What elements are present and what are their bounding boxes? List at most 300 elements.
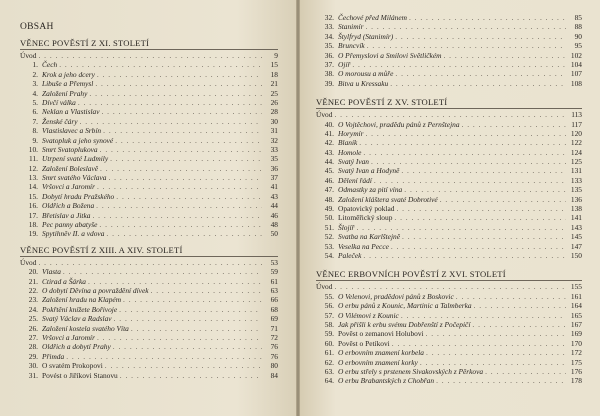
- entry-title: Oldřich a dobytí Prahy: [42, 342, 111, 352]
- toc-entry: [316, 242, 582, 251]
- entry-page: 172: [570, 348, 582, 358]
- section-title: VĚNEC POVĚSTÍ Z XV. STOLETÍ: [316, 97, 582, 109]
- leader-dots: [409, 13, 566, 22]
- leader-dots: [334, 110, 566, 119]
- entry-number: 59.: [324, 329, 334, 339]
- leader-dots: [365, 22, 566, 31]
- entry-number: 40.: [324, 119, 334, 129]
- entry-page: 41: [270, 182, 278, 192]
- leader-dots: [390, 79, 566, 88]
- leader-dots: [356, 223, 566, 232]
- entry-page: 136: [570, 194, 582, 204]
- leader-dots: [92, 211, 262, 220]
- entry-number: 46.: [324, 175, 334, 185]
- entry-page: 85: [574, 13, 582, 22]
- entry-title: Dívčí válka: [42, 97, 76, 107]
- entry-number: 16.: [28, 201, 38, 211]
- leader-dots: [97, 70, 262, 79]
- leader-dots: [456, 292, 566, 301]
- entry-number: 38.: [324, 69, 334, 79]
- entry-title: Svatý Ivan a Hodyně: [338, 166, 400, 176]
- leader-dots: [108, 173, 262, 182]
- entry-number: 37.: [324, 59, 334, 69]
- entry-number: 58.: [324, 319, 334, 329]
- toc-entry: [316, 329, 582, 338]
- entry-number: 13.: [28, 173, 38, 183]
- leader-dots: [131, 324, 262, 333]
- toc-section: [20, 38, 278, 239]
- toc-entry: [20, 361, 278, 370]
- entry-number: 4.: [32, 88, 38, 98]
- entry-number: 55.: [324, 291, 334, 301]
- leader-dots: [105, 361, 262, 370]
- entry-page: 131: [570, 166, 582, 176]
- entry-number: 20.: [28, 267, 38, 277]
- entry-title: Libuše a Přemysl: [42, 79, 94, 89]
- entry-title: O morousu a můře: [338, 69, 394, 79]
- entry-number: 63.: [324, 366, 334, 376]
- entry-page: 72: [270, 332, 278, 342]
- leader-dots: [123, 295, 262, 304]
- entry-page: 107: [570, 69, 582, 79]
- entry-title: Založení Boleslavě: [42, 163, 99, 173]
- entry-page: 37: [270, 173, 278, 183]
- entry-page: 33: [270, 144, 278, 154]
- entry-title: Povést o Jiříkovi Stanovu: [42, 370, 118, 380]
- leader-dots: [359, 138, 566, 147]
- entry-title: Paleček: [338, 250, 362, 260]
- entry-number: 2.: [32, 69, 38, 79]
- toc-entry: [20, 201, 278, 210]
- entry-page: 117: [571, 119, 582, 129]
- leader-dots: [151, 286, 262, 295]
- entry-number: 22.: [28, 285, 38, 295]
- entry-title: Štylfryd (Stanimír): [338, 31, 394, 41]
- entry-number: 27.: [28, 332, 38, 342]
- toc-entry: [20, 70, 278, 79]
- entry-title: Ženské čáry: [42, 116, 78, 126]
- entry-number: 10.: [28, 144, 38, 154]
- entry-number: 31.: [28, 370, 38, 380]
- entry-page: 170: [570, 338, 582, 348]
- entry-page: 175: [570, 357, 582, 367]
- entry-number: 52.: [324, 232, 334, 242]
- toc-entry: [316, 22, 582, 31]
- entry-page: 36: [270, 163, 278, 173]
- toc-entry: [20, 182, 278, 191]
- entry-page: 69: [270, 314, 278, 324]
- entry-page: 155: [570, 282, 582, 292]
- entry-page: 84: [270, 370, 278, 380]
- entry-title: Svatý Ivan: [338, 157, 369, 167]
- entry-number: 6.: [32, 107, 38, 117]
- toc-entry: [20, 60, 278, 69]
- entry-title: O erbu střely s prstenem Sivakovských z Pěrkova: [338, 366, 484, 376]
- toc-entry: [316, 232, 582, 241]
- entry-title: O Vojtěchovi, pradědu pánů z Pernštejna: [338, 119, 460, 129]
- entry-number: 48.: [324, 194, 334, 204]
- entry-title: Utrpení svaté Ludmily: [42, 154, 109, 164]
- toc-entry: [316, 60, 582, 69]
- entry-title: Pověst o Petíkovi: [338, 338, 390, 348]
- toc-entry: [316, 311, 582, 320]
- leader-dots: [115, 136, 262, 145]
- toc-entry: [316, 213, 582, 222]
- entry-page: 18: [270, 69, 278, 79]
- entry-number: 26.: [28, 323, 38, 333]
- contents-heading: OBSAH: [20, 22, 54, 32]
- toc-entry: [20, 173, 278, 182]
- leader-dots: [401, 166, 566, 175]
- entry-title: Odmastky za pití vína: [338, 185, 403, 195]
- toc-entry: [316, 251, 582, 260]
- leader-dots: [97, 182, 262, 191]
- leader-dots: [100, 145, 262, 154]
- entry-page: 32: [270, 135, 278, 145]
- entry-number: 61.: [324, 348, 334, 358]
- leader-dots: [78, 98, 262, 107]
- entry-number: 43.: [324, 147, 334, 157]
- leader-dots: [395, 69, 566, 78]
- entry-page: 76: [270, 351, 278, 361]
- leader-dots: [426, 329, 566, 338]
- toc-section: [316, 97, 582, 260]
- toc-entry: [316, 282, 582, 291]
- toc-entry: [316, 166, 582, 175]
- entry-number: 24.: [28, 304, 38, 314]
- leader-dots: [420, 358, 566, 367]
- entry-number: 62.: [324, 357, 334, 367]
- entry-number: 32.: [324, 13, 334, 22]
- entry-number: 23.: [28, 295, 38, 305]
- entry-page: 88: [574, 22, 582, 32]
- entry-number: 41.: [324, 128, 334, 138]
- leader-dots: [363, 148, 566, 157]
- leader-dots: [426, 348, 566, 357]
- toc-entry: [20, 229, 278, 238]
- entry-page: 143: [570, 222, 582, 232]
- entry-page: 133: [570, 175, 582, 185]
- entry-number: 45.: [324, 166, 334, 176]
- leader-dots: [365, 129, 566, 138]
- entry-number: 18.: [28, 220, 38, 230]
- entry-title: O svatém Prokopovi: [42, 361, 103, 371]
- entry-page: 113: [571, 110, 582, 120]
- toc-entry: [20, 314, 278, 323]
- entry-number: 15.: [28, 191, 38, 201]
- entry-title: Úvod: [316, 110, 333, 120]
- leader-dots: [114, 314, 262, 323]
- leader-dots: [404, 185, 566, 194]
- leader-dots: [395, 32, 566, 41]
- entry-title: Oldřich a Božena: [42, 201, 95, 211]
- toc-entry: [20, 51, 278, 60]
- leader-dots: [63, 267, 262, 276]
- entry-title: Smrt Svatoplukova: [42, 144, 98, 154]
- entry-number: 25.: [28, 314, 38, 324]
- entry-page: 176: [570, 366, 582, 376]
- right-sections: [316, 97, 582, 386]
- leader-dots: [367, 41, 566, 50]
- toc-entry: [20, 154, 278, 163]
- entry-page: 104: [570, 59, 582, 69]
- toc-entry: [316, 138, 582, 147]
- toc-entry: [316, 195, 582, 204]
- entry-page: 25: [270, 88, 278, 98]
- entry-number: 17.: [28, 210, 38, 220]
- toc-entry: [20, 136, 278, 145]
- entry-page: 61: [270, 276, 278, 286]
- entry-number: 28.: [28, 342, 38, 352]
- leader-dots: [402, 232, 566, 241]
- entry-number: 12.: [28, 163, 38, 173]
- entry-title: O Velenovi, pradědovi pánů z Boskovic: [338, 291, 454, 301]
- entry-title: Úvod: [20, 257, 37, 267]
- entry-number: 53.: [324, 241, 334, 251]
- leader-dots: [59, 60, 262, 69]
- entry-number: 1.: [32, 60, 38, 70]
- entry-page: 122: [570, 138, 582, 148]
- toc-entry: [20, 286, 278, 295]
- entry-number: 11.: [29, 154, 38, 164]
- leader-dots: [363, 251, 566, 260]
- entry-page: 178: [570, 376, 582, 386]
- toc-entry: [316, 376, 582, 385]
- entry-page: 141: [570, 213, 582, 223]
- leader-dots: [116, 192, 262, 201]
- entry-title: Čechové před Milánem: [338, 13, 407, 22]
- leader-dots: [436, 376, 566, 385]
- entry-title: Svatopluk a jeho synové: [42, 135, 114, 145]
- entry-title: O erbu pánů z Kounic, Martinic a Talmberka: [338, 301, 472, 311]
- toc-entry: [316, 301, 582, 310]
- toc-entry: [20, 192, 278, 201]
- entry-number: 21.: [28, 276, 38, 286]
- entry-title: Homole: [338, 147, 362, 157]
- entry-page: 76: [270, 342, 278, 352]
- entry-title: Vlasta: [42, 267, 61, 277]
- leader-dots: [334, 282, 566, 291]
- entry-title: Ojíř: [338, 59, 351, 69]
- toc-entry: [316, 110, 582, 119]
- entry-number: 30.: [28, 361, 38, 371]
- toc-entry: [316, 320, 582, 329]
- entry-number: 14.: [28, 182, 38, 192]
- leader-dots: [394, 213, 566, 222]
- entry-title: Vršovci a Jaromír: [42, 332, 95, 342]
- leader-dots: [101, 107, 262, 116]
- leader-dots: [110, 154, 262, 163]
- entry-title: Horymír: [338, 128, 364, 138]
- entry-title: Pokřtění knížete Bořivoje: [42, 304, 118, 314]
- toc-entry: [316, 204, 582, 213]
- left-page: [0, 0, 296, 416]
- entry-page: 28: [270, 107, 278, 117]
- toc-entry: [20, 211, 278, 220]
- leader-dots: [100, 164, 262, 173]
- toc-entry: [20, 145, 278, 154]
- entry-page: 161: [570, 291, 582, 301]
- entry-title: Založení kláštera svaté Dobrotivé: [338, 194, 438, 204]
- entry-number: 7.: [32, 116, 38, 126]
- entry-page: 71: [270, 323, 278, 333]
- entry-page: 125: [570, 157, 582, 167]
- entry-page: 50: [270, 229, 278, 239]
- toc-entry: [316, 223, 582, 232]
- toc-entry: [20, 89, 278, 98]
- entry-page: 26: [270, 97, 278, 107]
- toc-entry: [316, 339, 582, 348]
- entry-title: Blaník: [338, 138, 358, 148]
- toc-entry: [20, 164, 278, 173]
- entry-title: O erbovním znamení korky: [338, 357, 418, 367]
- entry-number: 54.: [324, 250, 334, 260]
- entry-number: 36.: [324, 50, 334, 60]
- entry-title: Založení Prahy: [42, 88, 88, 98]
- entry-page: 90: [574, 31, 582, 41]
- entry-title: O dobytí Děvína a povraždění dívek: [42, 285, 149, 295]
- entry-number: 44.: [324, 157, 334, 167]
- leader-dots: [474, 301, 566, 310]
- entry-number: 51.: [324, 222, 334, 232]
- leader-dots: [38, 51, 262, 60]
- entry-page: 46: [270, 210, 278, 220]
- section-title: VĚNEC ERBOVNÍCH POVĚSTÍ Z XVI. STOLETÍ: [316, 269, 582, 281]
- leader-dots: [472, 320, 566, 329]
- section-title: VĚNEC POVĚSTÍ Z XI. STOLETÍ: [20, 38, 278, 50]
- entry-title: Založení kostela svatého Víta: [42, 323, 129, 333]
- entry-number: 39.: [324, 78, 334, 88]
- leader-dots: [440, 195, 566, 204]
- leader-dots: [119, 305, 262, 314]
- toc-entry: [20, 342, 278, 351]
- entry-number: 49.: [324, 204, 334, 214]
- toc-entry: [20, 371, 278, 380]
- leader-dots: [95, 79, 262, 88]
- entry-page: 102: [570, 50, 582, 60]
- leader-dots: [66, 352, 262, 361]
- leader-dots: [374, 176, 566, 185]
- entry-page: 59: [270, 267, 278, 277]
- toc-entry: [20, 267, 278, 276]
- leader-dots: [396, 204, 566, 213]
- leader-dots: [106, 229, 262, 238]
- entry-number: 9.: [32, 135, 38, 145]
- entry-page: 120: [570, 128, 582, 138]
- entry-title: Neklan a Vlastislav: [42, 107, 100, 117]
- entry-number: 8.: [32, 126, 38, 136]
- leader-dots: [97, 333, 262, 342]
- entry-page: 68: [270, 304, 278, 314]
- entry-page: 169: [570, 329, 582, 339]
- leader-dots: [96, 201, 262, 210]
- entry-title: O erbovním znamení korbela: [338, 348, 425, 358]
- entry-page: 147: [570, 241, 582, 251]
- leader-dots: [120, 371, 262, 380]
- entry-page: 66: [270, 295, 278, 305]
- section-title: VĚNEC POVĚSTÍ Z XIII. A XIV. STOLETÍ: [20, 245, 278, 257]
- entry-number: 29.: [28, 351, 38, 361]
- entry-title: Bitva u Kressaku: [338, 78, 389, 88]
- entry-number: 19.: [28, 229, 38, 239]
- leader-dots: [371, 157, 566, 166]
- entry-number: 56.: [324, 301, 334, 311]
- toc-entry: [316, 176, 582, 185]
- leader-dots: [80, 117, 262, 126]
- entry-title: Dělení řádí: [338, 175, 372, 185]
- continued-entries: [316, 13, 582, 88]
- entry-page: 43: [270, 191, 278, 201]
- toc-section: [20, 245, 278, 380]
- toc-entry: [316, 148, 582, 157]
- entry-page: 31: [270, 126, 278, 136]
- entry-title: Opatovický poklad: [338, 204, 395, 214]
- leader-dots: [392, 339, 566, 348]
- entry-title: Bruncvík: [338, 41, 365, 51]
- toc-entry: [316, 185, 582, 194]
- leader-dots: [38, 258, 262, 267]
- toc-entry: [316, 120, 582, 129]
- leader-dots: [462, 120, 566, 129]
- toc-entry: [20, 295, 278, 304]
- entry-title: Smrt svatého Václava: [42, 173, 107, 183]
- entry-title: Úvod: [20, 51, 37, 60]
- entry-number: 42.: [324, 138, 334, 148]
- toc-section: [316, 269, 582, 385]
- toc-entry: [316, 292, 582, 301]
- toc-entry: [316, 32, 582, 41]
- leader-dots: [443, 51, 566, 60]
- toc-entry: [316, 69, 582, 78]
- toc-entry: [20, 333, 278, 342]
- entry-title: Založení hradu na Klapém: [42, 295, 122, 305]
- leader-dots: [352, 60, 566, 69]
- toc-entry: [316, 157, 582, 166]
- toc-entry: [20, 324, 278, 333]
- leader-dots: [103, 126, 262, 135]
- entry-page: 145: [570, 232, 582, 242]
- entry-title: Pověst o zemanovi Holubovi: [338, 329, 424, 339]
- toc-entry: [20, 79, 278, 88]
- entry-title: O Vilémovi z Kounic: [338, 310, 399, 320]
- entry-page: 150: [570, 250, 582, 260]
- entry-page: 80: [270, 361, 278, 371]
- entry-title: Spytihněv II. a vdova: [42, 229, 105, 239]
- leader-dots: [391, 242, 566, 251]
- leader-dots: [99, 220, 262, 229]
- entry-title: Úvod: [316, 282, 333, 292]
- toc-entry: [316, 51, 582, 60]
- entry-page: 53: [270, 257, 278, 267]
- toc-entry: [20, 117, 278, 126]
- toc-entry: [20, 352, 278, 361]
- leader-dots: [88, 277, 262, 286]
- entry-number: 64.: [324, 376, 334, 386]
- toc-entry: [316, 348, 582, 357]
- entry-number: 57.: [324, 310, 334, 320]
- toc-entry: [20, 277, 278, 286]
- entry-title: Šlojíř: [338, 222, 355, 232]
- toc-entry: [20, 305, 278, 314]
- right-page: [300, 0, 600, 416]
- entry-title: O erbu Brabantských z Chobřan: [338, 376, 435, 386]
- entry-title: O Přemyslovi a Smilovi Světličkém: [338, 50, 442, 60]
- entry-page: 164: [570, 301, 582, 311]
- leader-dots: [113, 342, 262, 351]
- entry-title: Jak přišli k erbu svému Dobřenští z Počepičí: [338, 319, 471, 329]
- toc-entry: [316, 79, 582, 88]
- toc-entry: [316, 129, 582, 138]
